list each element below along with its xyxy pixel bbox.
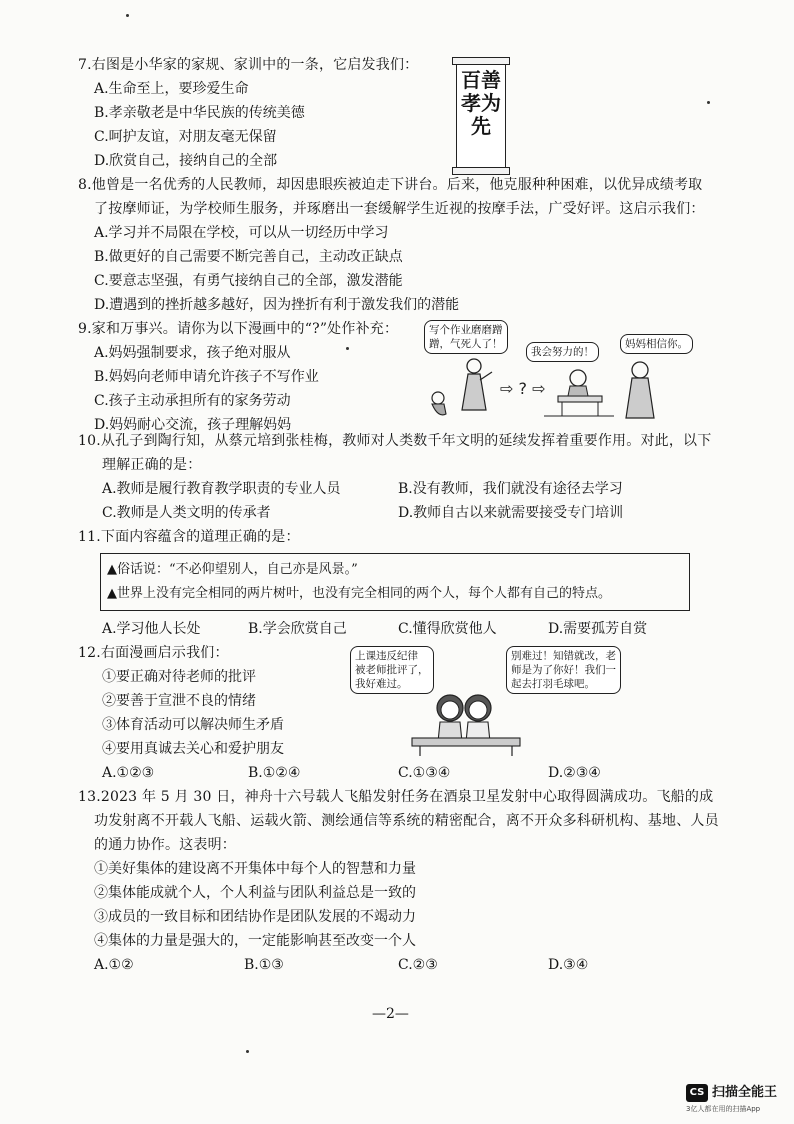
scanner-app-tagline: 3亿人都在用的扫描App — [686, 1105, 761, 1113]
q11-option-d: D.需要孤芳自赏 — [548, 621, 648, 637]
q13-option-d: D.③④ — [548, 957, 589, 973]
q13-item-4: ④集体的力量是强大的，一定能影响甚至改变一个人 — [94, 933, 416, 949]
q9-stem: 9.家和万事兴。请你为以下漫画中的“?”处作补充： — [78, 321, 399, 337]
scan-dot — [346, 347, 349, 350]
q8-option-d: D.遭遇到的挫折越多越好，因为挫折有利于激发我们的潜能 — [94, 297, 460, 313]
q11-option-a: A.学习他人长处 — [102, 621, 201, 637]
q12-bubble-left: 上课违反纪律 被老师批评了， 我好难过。 — [350, 646, 434, 694]
page-number: —2— — [372, 1006, 409, 1022]
scanner-app-name: 扫描全能王 — [712, 1085, 778, 1100]
q8-option-b: B.做更好的自己需要不断完善自己，主动改正缺点 — [94, 249, 403, 265]
q7-option-d: D.欣赏自己，接纳自己的全部 — [94, 153, 278, 169]
q7-option-b: B.孝亲敬老是中华民族的传统美德 — [94, 105, 305, 121]
scan-dot — [126, 14, 129, 17]
q10-stem-line1: 10.从孔子到陶行知，从蔡元培到张桂梅，教师对人类数千年文明的延续发挥着重要作用。对此，以下 — [78, 433, 712, 449]
q9-bubble-mother: 写个作业磨磨蹭 蹭，气死人了！ — [424, 320, 508, 354]
q9-option-c: C.孩子主动承担所有的家务劳动 — [94, 393, 291, 409]
q13-item-2: ②集体能成就个人，个人利益与团队利益总是一致的 — [94, 885, 416, 901]
q9-option-b: B.妈妈向老师申请允许孩子不写作业 — [94, 369, 319, 385]
q9-option-a: A.妈妈强制要求，孩子绝对服从 — [94, 345, 291, 361]
q11-quote-1: ▲俗话说：“不必仰望别人，自己亦是风景。” — [107, 562, 358, 577]
scan-dot — [707, 101, 710, 104]
scanner-logo-icon: CS — [686, 1084, 708, 1102]
q11-quote-box — [100, 553, 690, 611]
q9-option-d: D.妈妈耐心交流，孩子理解妈妈 — [94, 417, 292, 433]
q7-option-a: A.生命至上，要珍爱生命 — [94, 81, 249, 97]
family-motto-scroll — [456, 62, 506, 170]
q9-arrow-question: ⇨ ? ⇨ — [500, 379, 546, 398]
q13-stem-line3: 的通力协作。这表明： — [94, 837, 236, 853]
q12-option-c: C.①③④ — [398, 765, 451, 781]
q9-comic — [418, 318, 698, 426]
scroll-top-rod — [452, 57, 510, 65]
q12-comic-figures — [350, 646, 650, 758]
q8-option-c: C.要意志坚强，有勇气接纳自己的全部，激发潜能 — [94, 273, 403, 289]
q7-option-c: C.呵护友谊，对朋友毫无保留 — [94, 129, 277, 145]
q10-option-c: C.教师是人类文明的传承者 — [102, 505, 271, 521]
q13-option-b: B.①③ — [244, 957, 284, 973]
q8-option-a: A.学习并不局限在学校，可以从一切经历中学习 — [94, 225, 389, 241]
q10-stem-line2: 理解正确的是： — [102, 457, 202, 473]
q8-stem-line1: 8.他曾是一名优秀的人民教师，却因患眼疾被迫走下讲台。后来，他克服种种困难，以优异成绩考取 — [78, 177, 703, 193]
q12-item-2: ②要善于宣泄不良的情绪 — [102, 693, 256, 709]
q9-bubble-mother2: 妈妈相信你。 — [620, 334, 693, 354]
q11-quote-2: ▲世界上没有完全相同的两片树叶，也没有完全相同的两个人，每个人都有自己的特点。 — [107, 586, 611, 601]
scroll-bottom-rod — [452, 167, 510, 175]
q11-option-b: B.学会欣赏自己 — [248, 621, 347, 637]
q13-option-c: C.②③ — [398, 957, 438, 973]
scroll-text: 百善孝为先 — [461, 68, 501, 138]
q13-stem-line1: 13.2023 年 5 月 30 日，神舟十六号载人飞船发射任务在酒泉卫星发射中心取得圆满成功。飞船的成 — [78, 789, 714, 805]
q12-item-4: ④要用真诚去关心和爱护朋友 — [102, 741, 284, 757]
q12-bubble-right: 别难过！知错就改，老 师是为了你好！我们一 起去打羽毛球吧。 — [506, 646, 621, 694]
q10-option-d: D.教师自古以来就需要接受专门培训 — [398, 505, 624, 521]
q12-item-1: ①要正确对待老师的批评 — [102, 669, 256, 685]
q11-stem: 11.下面内容蕴含的道理正确的是： — [78, 529, 300, 545]
q12-option-a: A.①②③ — [102, 765, 155, 781]
q13-option-a: A.①② — [94, 957, 134, 973]
q13-item-1: ①美好集体的建设离不开集体中每个人的智慧和力量 — [94, 861, 416, 877]
q12-comic — [350, 646, 650, 758]
q11-option-c: C.懂得欣赏他人 — [398, 621, 497, 637]
q10-option-a: A.教师是履行教育教学职责的专业人员 — [102, 481, 341, 497]
q12-option-d: D.②③④ — [548, 765, 601, 781]
q12-stem: 12.右面漫画启示我们： — [78, 645, 229, 661]
q13-item-3: ③成员的一致目标和团结协作是团队发展的不竭动力 — [94, 909, 416, 925]
scan-dot — [246, 1050, 249, 1053]
q12-option-b: B.①②④ — [248, 765, 301, 781]
q12-item-3: ③体育活动可以解决师生矛盾 — [102, 717, 284, 733]
q8-stem-line2: 了按摩师证，为学校师生服务，并琢磨出一套缓解学生近视的按摩手法，广受好评。这启示我们： — [94, 201, 705, 217]
q9-comic-figures — [418, 318, 698, 426]
q10-option-b: B.没有教师，我们就没有途径去学习 — [398, 481, 623, 497]
q7-stem: 7.右图是小华家的家规、家训中的一条，它启发我们： — [78, 57, 419, 73]
q13-stem-line2: 功发射离不开载人飞船、运载火箭、测绘通信等系统的精密配合，离不开众多科研机构、基地、人员 — [94, 813, 719, 829]
q9-bubble-child: 我会努力的！ — [526, 342, 599, 362]
